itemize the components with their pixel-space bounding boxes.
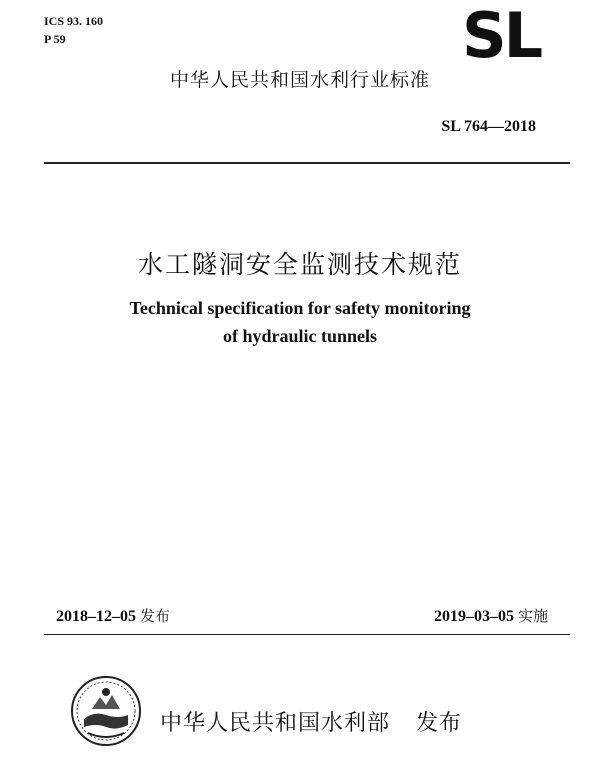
title-english-line2: of hydraulic tunnels [222, 326, 378, 346]
title-chinese: 水工隧洞安全监测技术规范 [137, 250, 462, 279]
bottom-divider [44, 634, 570, 635]
title-english-line1: Technical specification for safety monitoring [129, 298, 471, 318]
standard-category: 中华人民共和国水利行业标准 [169, 69, 430, 91]
publisher-name: 中华人民共和国水利部 [160, 711, 391, 736]
sl-logo: SL [462, 0, 541, 72]
issue-date-label: 发布 [140, 607, 171, 625]
implement-date [434, 605, 548, 626]
implement-date-value: 2019–03–05 [433, 608, 514, 625]
ics-code: ICS 93. 160 [44, 14, 104, 28]
publish-action: 发布 [416, 711, 463, 736]
implement-date-label: 实施 [517, 607, 548, 625]
issue-date [56, 605, 170, 626]
classification-code: P 59 [44, 32, 66, 46]
ministry-emblem-icon [70, 675, 142, 747]
standard-code: SL 764—2018 [441, 118, 536, 135]
issue-date-value: 2018–12–05 [56, 608, 136, 625]
top-divider [44, 162, 570, 164]
